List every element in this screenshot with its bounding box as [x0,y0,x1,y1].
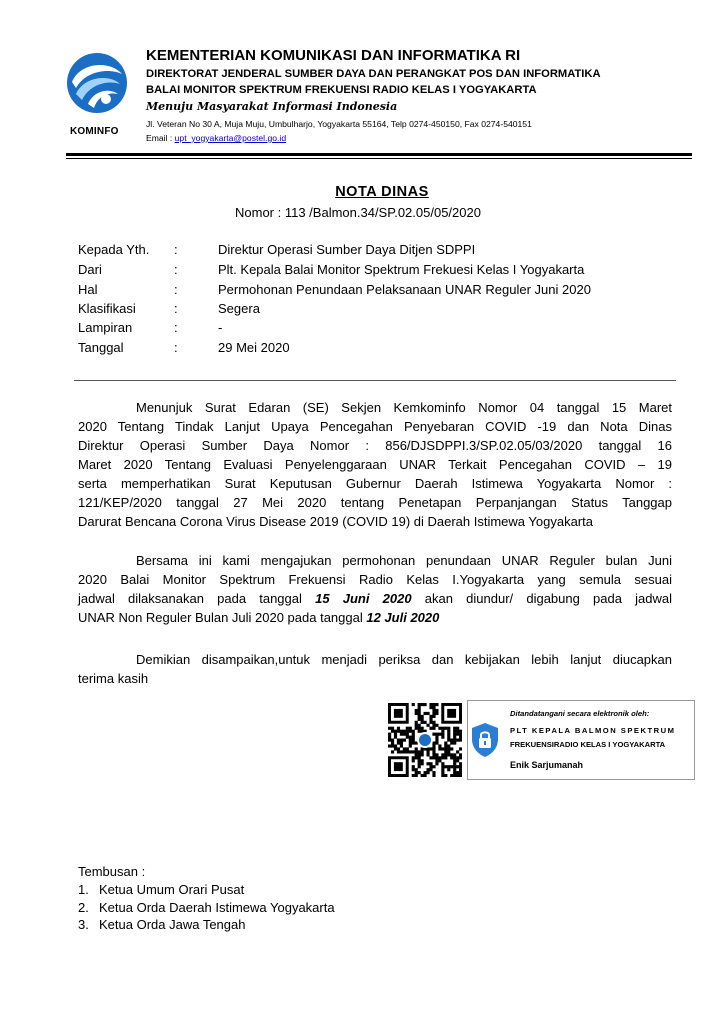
paragraph-line: jadwal dilaksanakan pada tanggal 15 Juni 2020 akan diundur/ digabung pada jadwal [78,591,672,606]
signer-name: Enik Sarjumanah [510,760,584,770]
meta-colon: : [174,301,178,316]
cc-title: Tembusan : [78,864,146,879]
meta-label: Tanggal [78,340,124,355]
meta-colon: : [174,340,178,355]
paragraph-line: serta memperhatikan Surat Keputusan Gubernur Daerah Istimewa Yogyakarta Nomor : [78,476,672,491]
paragraph-line: Bersama ini kami mengajukan permohonan penundaan UNAR Reguler bulan Juni [136,553,672,568]
new-date: 12 Juli 2020 [366,610,440,625]
email-row [146,133,286,143]
paragraph-line: Darurat Bencana Corona Virus Disease 2019 (COVID 19) di Daerah Istimewa Yogyakarta [78,514,593,529]
paragraph-line: terima kasih [78,671,149,686]
paragraph-line: Maret 2020 Tentang Evaluasi Penyelenggaraan UNAR Terkait Pencegahan COVID – 19 [78,457,672,472]
motto: Menuju Masyarakat Informasi Indonesia [146,100,398,113]
paragraph-line: 121/KEP/2020 tanggal 27 Mei 2020 tentang Penetapan Perpanjangan Status Tanggap [78,495,672,510]
postponed-date: 15 Juni 2020 [315,591,412,606]
cc-item: 1. Ketua Umum Orari Pusat [78,882,245,897]
meta-colon: : [174,262,178,277]
meta-label: Lampiran [78,320,133,335]
meta-value-date: 29 Mei 2020 [218,340,290,355]
qr-code-icon [388,703,462,777]
body-paragraph-1 [78,398,672,531]
paragraph-line: Menunjuk Surat Edaran (SE) Sekjen Kemkominfo Nomor 04 tanggal 15 Maret [136,400,672,415]
paragraph-line: UNAR Non Reguler Bulan Juli 2020 pada tanggal 12 Juli 2020 [78,610,440,625]
meta-value-attachment: - [218,320,223,335]
meta-value-sender: Plt. Kepala Balai Monitor Spektrum Frekuesi Kelas I Yogyakarta [218,262,585,277]
cc-item: 2. Ketua Orda Daerah Istimewa Yogyakarta [78,900,335,915]
meta-value-subject: Permohonan Penundaan Pelaksanaan UNAR Reguler Juni 2020 [218,282,591,297]
paragraph-line: Demikian disampaikan,untuk menjadi periksa dan kebijakan lebih lanjut diucapkan [136,652,672,667]
document-number: Nomor : 113 /Balmon.34/SP.02.05/05/2020 [235,205,481,220]
meta-value-classification: Segera [218,301,260,316]
letterhead-divider-thick [66,153,692,156]
meta-label: Kepada Yth. [78,242,150,257]
ministry-name: KEMENTERIAN KOMUNIKASI DAN INFORMATIKA RI [146,47,521,64]
meta-colon: : [174,282,178,297]
meta-label: Klasifikasi [78,301,136,316]
office-name: BALAI MONITOR SPEKTRUM FREKUENSI RADIO KELAS I YOGYAKARTA [146,84,537,96]
email-link[interactable]: upt_yogyakarta@postel.go.id [174,133,287,143]
meta-label: Hal [78,282,98,297]
paragraph-line: 2020 Balai Monitor Spektrum Frekuensi Radio Kelas I.Yogyakarta yang semula sesuai [78,572,672,587]
lock-shield-icon [470,722,500,758]
office-address: Jl. Veteran No 30 A, Muja Muju, Umbulharjo, Yogyakarta 55164, Telp 0274-450150, Fax 0274-540151 [146,119,532,129]
letterhead-divider-thin [66,158,692,159]
meta-colon: : [174,242,178,257]
body-paragraph-3 [78,650,672,688]
signer-role-line-1: PLT KEPALA BALMON SPEKTRUM [510,726,676,735]
paragraph-line: Direktur Operasi Sumber Daya Nomor : 856/DJSDPPI.3/SP.02.05/03/2020 tanggal 16 [78,438,672,453]
paragraph-line: 2020 Tentang Tindak Lanjut Upaya Pencegahan Penyebaran COVID -19 dan Nota Dinas [78,419,672,434]
directorate-name: DIREKTORAT JENDERAL SUMBER DAYA DAN PERANGKAT POS DAN INFORMATIKA [146,68,601,80]
signer-role-line-2: FREKUENSIRADIO KELAS I YOGYAKARTA [510,740,666,749]
logo-label: KOMINFO [70,126,119,137]
meta-divider [74,380,676,381]
cc-item: 3. Ketua Orda Jawa Tengah [78,917,246,932]
meta-value-recipient: Direktur Operasi Sumber Daya Ditjen SDPPI [218,242,476,257]
email-label: Email : [146,133,175,143]
signature-caption: Ditandatangani secara elektronik oleh: [510,709,650,718]
meta-colon: : [174,320,178,335]
document-title: NOTA DINAS [335,184,429,200]
kominfo-logo-icon [66,52,128,124]
meta-label: Dari [78,262,102,277]
body-paragraph-2 [78,551,672,627]
